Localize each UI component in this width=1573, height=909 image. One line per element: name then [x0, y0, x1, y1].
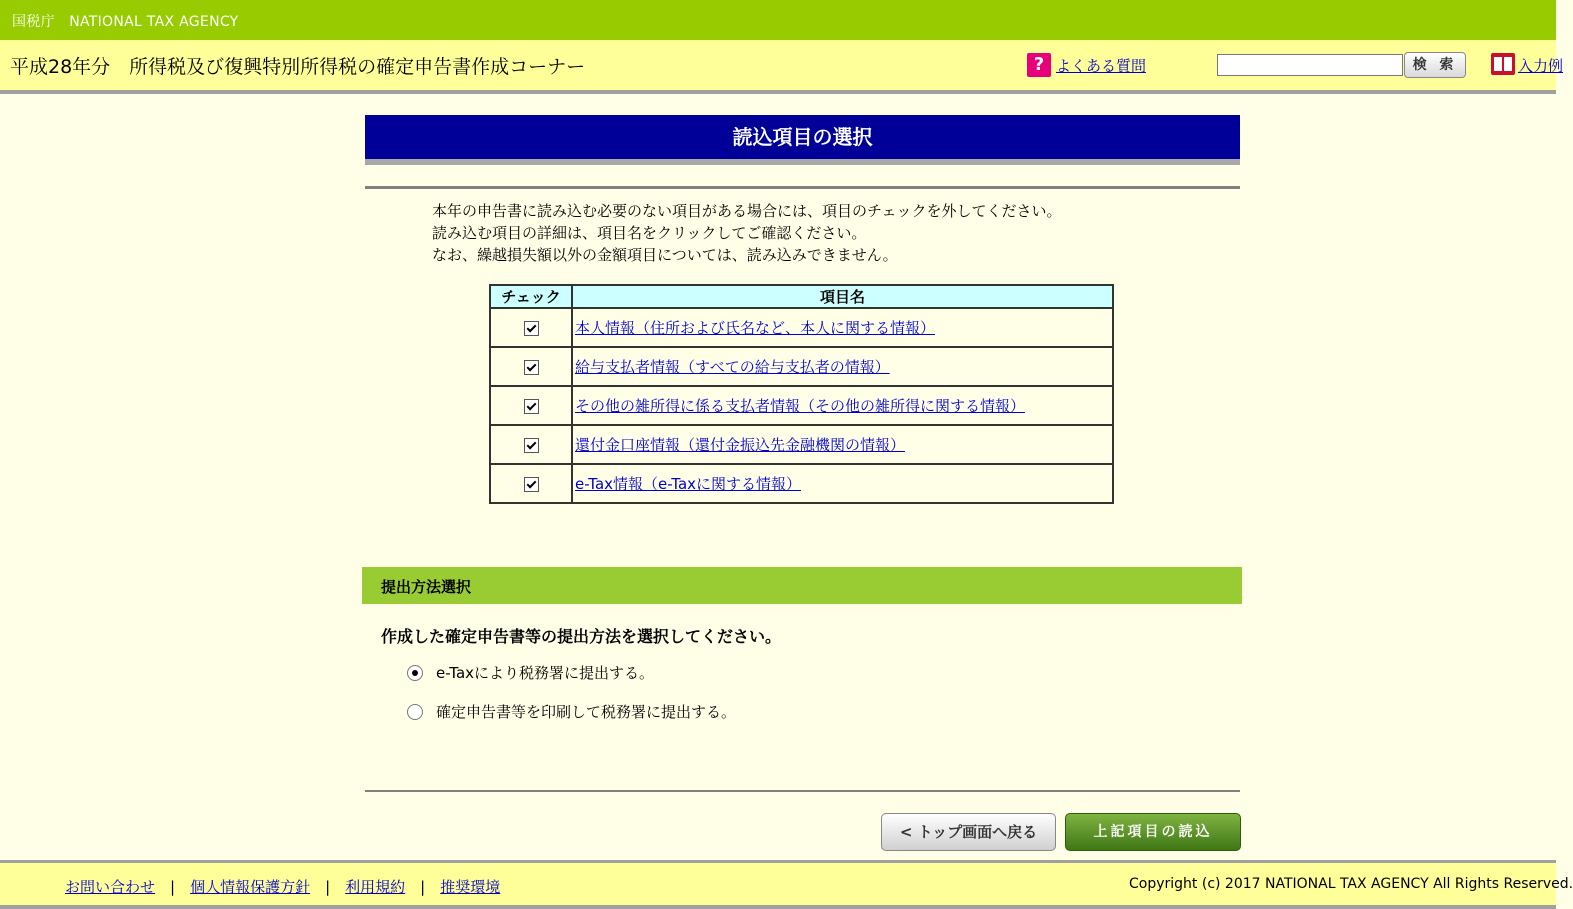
footer-link-environment[interactable]: 推奨環境: [440, 878, 501, 896]
agency-name: 国税庁 NATIONAL TAX AGENCY: [12, 14, 239, 30]
check-cell: [490, 425, 572, 464]
submission-heading: 提出方法選択: [381, 578, 472, 596]
footer-separator: |: [420, 878, 426, 896]
item-cell: [572, 464, 1113, 503]
instruction-line: なお、繰越損失額以外の金額項目については、読み込みできません。: [432, 246, 898, 264]
item-link-salary-payer[interactable]: 給与支払者情報（すべての給与支払者の情報）: [575, 358, 890, 376]
item-checkbox[interactable]: [524, 477, 539, 492]
footer-link-contact[interactable]: お問い合わせ: [65, 878, 156, 896]
item-checkbox[interactable]: [524, 321, 539, 336]
submission-heading-bar: [362, 567, 1242, 604]
item-link-personal[interactable]: 本人情報（住所および氏名など、本人に関する情報）: [575, 319, 936, 337]
section-heading: 読込項目の選択: [365, 115, 1240, 165]
submission-question: 作成した確定申告書等の提出方法を選択してください。: [381, 627, 782, 646]
bottom-border: [0, 905, 1556, 909]
footer-links: [65, 876, 500, 897]
divider: [365, 186, 1240, 189]
question-icon[interactable]: ?: [1027, 53, 1051, 77]
column-header-check: チェック: [490, 285, 572, 308]
agency-bar: [0, 0, 1556, 40]
check-cell: [490, 464, 572, 503]
item-link-misc-income[interactable]: その他の雑所得に係る支払者情報（その他の雑所得に関する情報）: [575, 397, 1026, 415]
footer: [0, 860, 1573, 905]
instruction-line: 本年の申告書に読み込む必要のない項目がある場合には、項目のチェックを外してください。: [432, 202, 1062, 220]
table-header-row: [490, 285, 1113, 308]
table-row: [490, 386, 1113, 425]
check-cell: [490, 386, 572, 425]
table-row: [490, 308, 1113, 347]
input-guide-link[interactable]: 入力例: [1518, 57, 1564, 75]
table-row: [490, 425, 1113, 464]
footer-separator: |: [170, 878, 176, 896]
footer-link-privacy[interactable]: 個人情報保護方針: [190, 878, 311, 896]
column-header-item: 項目名: [572, 285, 1113, 308]
radio-etax[interactable]: [407, 665, 423, 681]
book-icon[interactable]: [1491, 53, 1515, 75]
item-link-refund-account[interactable]: 還付金口座情報（還付金振込先金融機関の情報）: [575, 436, 906, 454]
copyright: Copyright (c) 2017 NATIONAL TAX AGENCY All Rights Reserved.: [1129, 876, 1573, 892]
item-checkbox[interactable]: [524, 360, 539, 375]
import-items-table: [489, 284, 1114, 504]
check-cell: [490, 308, 572, 347]
instructions: [432, 200, 1062, 266]
load-items-button[interactable]: 上記項目の読込: [1065, 813, 1241, 851]
item-cell: [572, 425, 1113, 464]
search-input[interactable]: [1217, 54, 1403, 76]
table-row: [490, 347, 1113, 386]
item-checkbox[interactable]: [524, 399, 539, 414]
back-to-top-button[interactable]: < トップ画面へ戻る: [881, 813, 1056, 851]
divider: [365, 790, 1240, 792]
app-header: [0, 40, 1564, 94]
option-label[interactable]: e-Taxにより税務署に提出する。: [436, 664, 655, 682]
footer-separator: |: [325, 878, 331, 896]
search-button[interactable]: 検 索: [1404, 52, 1466, 78]
page-title: 平成28年分 所得税及び復興特別所得税の確定申告書作成コーナー: [10, 56, 586, 78]
item-cell: [572, 308, 1113, 347]
check-cell: [490, 347, 572, 386]
faq-link[interactable]: よくある質問: [1056, 57, 1147, 75]
table-row: [490, 464, 1113, 503]
instruction-line: 読み込む項目の詳細は、項目名をクリックしてご確認ください。: [432, 224, 867, 242]
item-cell: [572, 386, 1113, 425]
footer-link-terms[interactable]: 利用規約: [345, 878, 406, 896]
item-cell: [572, 347, 1113, 386]
item-link-etax[interactable]: e-Tax情報（e-Taxに関する情報）: [575, 475, 802, 493]
item-checkbox[interactable]: [524, 438, 539, 453]
option-label[interactable]: 確定申告書等を印刷して税務署に提出する。: [436, 703, 737, 721]
radio-print[interactable]: [407, 704, 423, 720]
